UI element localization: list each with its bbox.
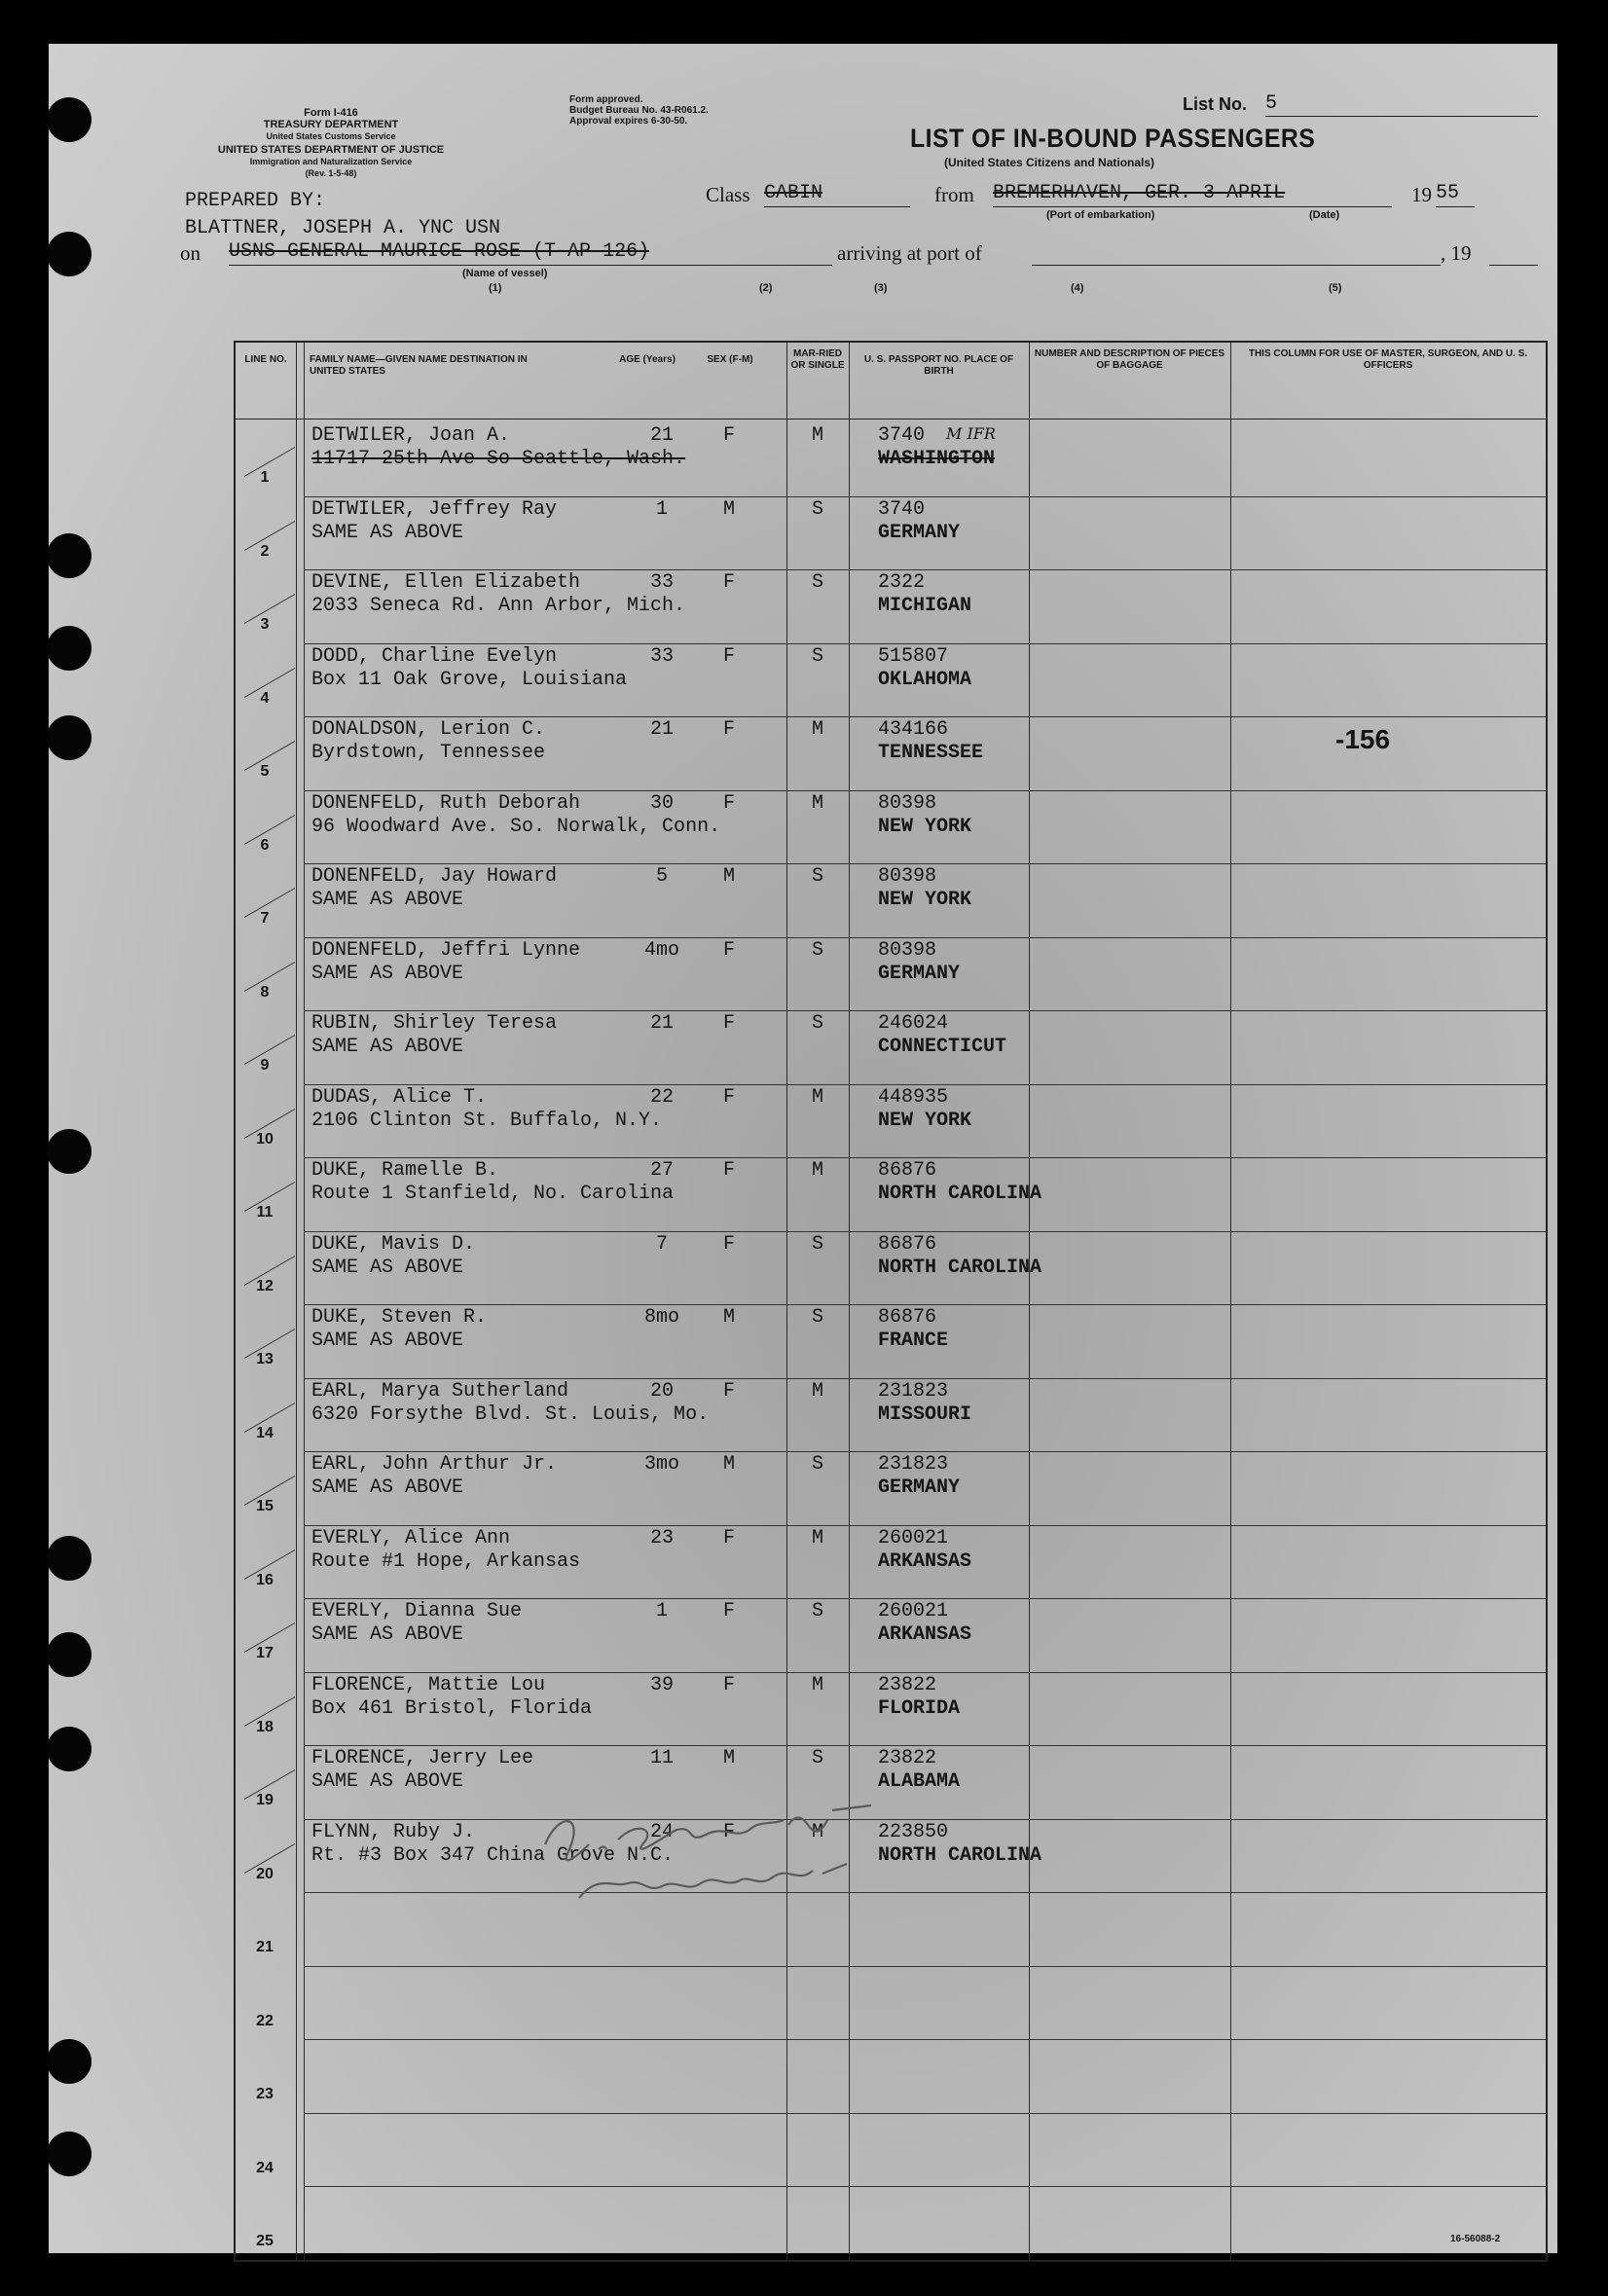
passport-number: 223850	[878, 1820, 949, 1843]
passport-number: 86876	[878, 1232, 937, 1256]
binder-hole	[47, 97, 91, 142]
destination: SAME AS ABOVE	[311, 521, 464, 544]
arriving-year-line	[1489, 240, 1538, 266]
marital-status: S	[811, 865, 823, 888]
vessel-value: USNS GENERAL MAURICE ROSE (T-AP 126)	[229, 240, 832, 266]
place-of-birth: ARKANSAS	[878, 1549, 972, 1573]
binder-hole	[47, 533, 91, 578]
age: 22	[649, 1085, 674, 1109]
passenger-name: DUDAS, Alice T.	[311, 1085, 488, 1109]
passport-number: 80398	[878, 865, 937, 888]
line-number: 19	[256, 1792, 274, 1808]
line-number: 13	[256, 1351, 274, 1367]
arriving-port-value	[1032, 240, 1441, 266]
col-passport: U. S. PASSPORT NO. PLACE OF BIRTH	[863, 354, 1014, 377]
binder-hole	[47, 1129, 91, 1174]
passenger-name: RUBIN, Shirley Teresa	[311, 1012, 558, 1035]
age: 11	[649, 1747, 674, 1769]
row-divider	[304, 2186, 1546, 2187]
age: 7	[655, 1232, 668, 1256]
col-num-1: (1)	[489, 282, 502, 294]
row-divider	[304, 937, 1546, 938]
passenger-name: DUKE, Mavis D.	[311, 1232, 476, 1256]
passport-number: 260021	[878, 1600, 949, 1622]
destination: 96 Woodward Ave. So. Norwalk, Conn.	[311, 815, 721, 838]
line-number: 21	[256, 1939, 274, 1955]
justice-block	[180, 144, 482, 179]
row-divider	[304, 1010, 1546, 1011]
passport-number: 231823	[878, 1453, 949, 1476]
line-number: 5	[260, 763, 270, 780]
passenger-name: DETWILER, Joan A.	[311, 424, 511, 447]
officer-note: -156	[1335, 724, 1391, 754]
line-number: 2	[260, 542, 270, 560]
line-number: 3	[260, 616, 270, 633]
vessel-caption: (Name of vessel)	[462, 268, 548, 279]
line-number: 7	[260, 910, 270, 927]
form-number: Form I-416	[304, 107, 358, 119]
sex: F	[722, 1673, 735, 1696]
passenger-name: DUKE, Ramelle B.	[311, 1159, 499, 1182]
passport-number: 86876	[878, 1159, 937, 1182]
destination: Rt. #3 Box 347 China Grove N.C.	[311, 1843, 675, 1867]
sex: F	[722, 1600, 735, 1622]
passport-number: 80398	[878, 791, 937, 815]
sex: F	[722, 1820, 735, 1843]
sex: M	[722, 865, 735, 888]
sex: M	[722, 1306, 735, 1329]
passenger-name: DODD, Charline Evelyn	[311, 644, 558, 668]
marital-status: M	[811, 1526, 823, 1549]
line-number: 4	[260, 689, 270, 707]
col-line-no: LINE NO.	[244, 354, 287, 365]
class-value: CABIN	[764, 182, 910, 207]
line-number: 12	[256, 1277, 274, 1294]
age: 33	[649, 571, 674, 594]
age: 3mo	[643, 1453, 679, 1476]
marital-status: S	[811, 497, 823, 521]
destination: Box 11 Oak Grove, Louisiana	[311, 668, 628, 691]
place-of-birth: FRANCE	[878, 1330, 949, 1352]
marital-status: S	[811, 1012, 823, 1035]
marital-status: M	[811, 1379, 823, 1403]
passport-number: 448935	[878, 1085, 949, 1109]
sex: F	[722, 1159, 735, 1182]
age: 5	[655, 865, 668, 888]
place-of-birth: GERMANY	[878, 962, 961, 985]
binder-hole	[47, 715, 91, 760]
destination: 6320 Forsythe Blvd. St. Louis, Mo.	[311, 1403, 710, 1426]
sex: F	[722, 571, 735, 594]
place-of-birth: NEW YORK	[878, 1109, 972, 1132]
passport-number: 80398	[878, 938, 937, 962]
revision-label: (Rev. 1-5-48)	[305, 168, 357, 178]
row-divider	[304, 1598, 1546, 1599]
arriving-year: , 19	[1441, 241, 1472, 265]
place-of-birth: TENNESSEE	[878, 742, 984, 764]
line-number: 14	[256, 1424, 274, 1441]
passport-number: 2322	[878, 571, 926, 594]
line-number: 10	[256, 1130, 274, 1148]
passport-number: 260021	[878, 1526, 949, 1549]
sex: F	[722, 938, 735, 962]
form-approved: Form approved.	[569, 94, 643, 105]
sex: F	[722, 791, 735, 815]
list-no-label: List No.	[1183, 94, 1247, 114]
embarkation-value: BREMERHAVEN, GER. 3 APRIL	[993, 182, 1392, 207]
place-of-birth: ALABAMA	[878, 1770, 961, 1793]
binder-hole	[47, 1632, 91, 1677]
row-divider	[304, 496, 1546, 497]
place-of-birth: NORTH CAROLINA	[878, 1843, 1042, 1867]
sex: M	[722, 1747, 735, 1769]
line-number: 11	[256, 1204, 274, 1221]
marital-status: M	[811, 1159, 823, 1182]
footer-code: 16-56088-2	[1450, 2234, 1501, 2244]
place-of-birth: NEW YORK	[878, 889, 972, 911]
ins-label: Immigration and Naturalization Service	[249, 157, 413, 166]
row-divider	[304, 643, 1546, 644]
destination: Byrdstown, Tennessee	[311, 742, 546, 764]
marital-status: S	[811, 1600, 823, 1622]
row-divider	[304, 790, 1546, 791]
arriving-label: arriving at port of	[837, 241, 982, 265]
passport-number: 86876	[878, 1306, 937, 1329]
destination: Route 1 Stanfield, No. Carolina	[311, 1183, 675, 1205]
marital-status: M	[811, 791, 823, 815]
passport-number: 3740	[878, 424, 926, 447]
line-number: 6	[260, 836, 270, 854]
sex: M	[722, 497, 735, 521]
passport-number: 3740	[878, 497, 926, 521]
justice-label: UNITED STATES DEPARTMENT OF JUSTICE	[217, 144, 445, 156]
port-caption: (Port of embarkation)	[1046, 209, 1155, 221]
destination: SAME AS ABOVE	[311, 1623, 464, 1646]
destination: SAME AS ABOVE	[311, 1770, 464, 1793]
marital-status: S	[811, 644, 823, 668]
marital-status: S	[811, 1453, 823, 1476]
col-baggage: NUMBER AND DESCRIPTION OF PIECES OF BAGGAGE	[1034, 348, 1225, 371]
passport-number: 23822	[878, 1673, 937, 1696]
place-of-birth: NORTH CAROLINA	[878, 1256, 1042, 1279]
age: 23	[649, 1526, 674, 1549]
age: 4mo	[643, 938, 679, 962]
page-subtitle: (United States Citizens and Nationals)	[944, 156, 1155, 169]
line-number: 23	[256, 2086, 274, 2102]
passport-number: 434166	[878, 718, 949, 741]
binder-hole	[47, 1727, 91, 1771]
binder-hole	[47, 232, 91, 276]
row-divider	[304, 569, 1546, 570]
place-of-birth: FLORIDA	[878, 1696, 961, 1720]
passenger-name: DUKE, Steven R.	[311, 1306, 488, 1329]
line-number: 25	[256, 2233, 274, 2249]
sex: F	[722, 1085, 735, 1109]
page-title: LIST OF IN-BOUND PASSENGERS	[910, 124, 1316, 153]
passport-number: 246024	[878, 1012, 949, 1035]
age: 30	[649, 791, 674, 815]
sex: F	[722, 718, 735, 741]
col-num-2: (2)	[759, 282, 773, 294]
budget-number: Budget Bureau No. 43-R061.2.	[569, 105, 709, 116]
destination: SAME AS ABOVE	[311, 1330, 464, 1352]
passenger-name: EVERLY, Alice Ann	[311, 1526, 511, 1549]
age: 21	[649, 424, 674, 447]
year-value: 55	[1436, 182, 1475, 207]
col-num-5: (5)	[1329, 282, 1342, 294]
row-divider	[304, 1304, 1546, 1305]
row-divider	[304, 1745, 1546, 1746]
binder-hole	[47, 2039, 91, 2084]
approval-block	[569, 94, 709, 127]
treasury-label: TREASURY DEPARTMENT	[263, 119, 399, 130]
line-number: 15	[256, 1498, 274, 1514]
from-label: from	[934, 183, 974, 206]
col-married: MAR-RIED OR SINGLE	[790, 348, 845, 371]
row-divider	[304, 1451, 1546, 1452]
passenger-name: EARL, John Arthur Jr.	[311, 1453, 558, 1476]
destination: SAME AS ABOVE	[311, 1036, 464, 1058]
col-sex: SEX (F-M)	[707, 354, 753, 365]
marital-status: M	[811, 1820, 823, 1843]
passenger-name: DONENFELD, Jay Howard	[311, 865, 558, 888]
row-divider	[304, 1231, 1546, 1232]
age: 8mo	[643, 1306, 679, 1329]
line-number: 9	[260, 1057, 270, 1074]
passenger-name: DONENFELD, Jeffri Lynne	[311, 938, 581, 962]
col-age: AGE (Years)	[619, 354, 676, 365]
row-divider	[304, 716, 1546, 717]
passenger-name: EVERLY, Dianna Sue	[311, 1600, 523, 1622]
age: 1	[655, 497, 668, 521]
handwritten-note: M IFR	[946, 424, 996, 443]
col-officers: THIS COLUMN FOR USE OF MASTER, SURGEON, AND U. S. OFFICERS	[1248, 348, 1528, 371]
marital-status: M	[811, 1673, 823, 1696]
row-divider	[304, 2113, 1546, 2114]
sex: F	[722, 1232, 735, 1256]
sex: F	[722, 1012, 735, 1035]
line-number: 8	[260, 983, 270, 1001]
sex: F	[722, 1526, 735, 1549]
col-num-4: (4)	[1071, 282, 1084, 294]
place-of-birth: GERMANY	[878, 521, 961, 544]
document-sheet	[49, 44, 1557, 2253]
marital-status: M	[811, 424, 823, 447]
list-no-value: 5	[1265, 92, 1538, 117]
place-of-birth: OKLAHOMA	[878, 668, 972, 691]
sex: F	[722, 424, 735, 447]
line-number: 20	[256, 1865, 274, 1882]
row-divider	[304, 1157, 1546, 1158]
class-label: Class	[706, 183, 750, 206]
passenger-table	[234, 341, 1548, 2262]
place-of-birth: WASHINGTON	[878, 448, 996, 470]
passenger-name: DEVINE, Ellen Elizabeth	[311, 571, 581, 594]
place-of-birth: NORTH CAROLINA	[878, 1183, 1042, 1205]
destination: 11717 25th Ave So Seattle, Wash.	[311, 448, 686, 470]
prepared-by-value: BLATTNER, JOSEPH A. YNC USN	[185, 217, 501, 239]
place-of-birth: GERMANY	[878, 1476, 961, 1499]
age: 20	[649, 1379, 674, 1403]
passenger-name: DONALDSON, Lerion C.	[311, 718, 546, 741]
approval-expires: Approval expires 6-30-50.	[569, 116, 688, 127]
age: 21	[649, 1012, 674, 1035]
passenger-name: DETWILER, Jeffrey Ray	[311, 497, 558, 521]
row-divider	[304, 863, 1546, 864]
destination: SAME AS ABOVE	[311, 889, 464, 911]
age: 33	[649, 644, 674, 668]
destination: Route #1 Hope, Arkansas	[311, 1549, 581, 1573]
sex: F	[722, 644, 735, 668]
passenger-name: FLORENCE, Jerry Lee	[311, 1747, 534, 1769]
passenger-name: DONENFELD, Ruth Deborah	[311, 791, 581, 815]
passenger-name: FLYNN, Ruby J.	[311, 1820, 476, 1843]
marital-status: S	[811, 1747, 823, 1769]
year-prefix: 19	[1411, 183, 1432, 206]
place-of-birth: MICHIGAN	[878, 595, 972, 617]
age: 21	[649, 718, 674, 741]
marital-status: S	[811, 571, 823, 594]
destination: Box 461 Bristol, Florida	[311, 1696, 593, 1720]
line-number: 22	[256, 2012, 274, 2029]
passport-number: 23822	[878, 1747, 937, 1769]
age: 1	[655, 1600, 668, 1622]
marital-status: M	[811, 718, 823, 741]
col-num-3: (3)	[874, 282, 888, 294]
row-divider	[304, 1378, 1546, 1379]
place-of-birth: CONNECTICUT	[878, 1036, 1007, 1058]
age: 27	[649, 1159, 674, 1182]
binder-hole	[47, 2132, 91, 2176]
marital-status: S	[811, 1306, 823, 1329]
row-divider	[304, 1966, 1546, 1967]
line-number: 24	[256, 2159, 274, 2176]
destination: SAME AS ABOVE	[311, 1476, 464, 1499]
binder-hole	[47, 626, 91, 671]
handwritten-signature	[540, 1791, 949, 1927]
on-label: on	[180, 241, 201, 265]
destination: SAME AS ABOVE	[311, 962, 464, 985]
passport-number: 231823	[878, 1379, 949, 1403]
row-divider	[304, 2039, 1546, 2040]
row-divider	[304, 1084, 1546, 1085]
prepared-by-label: PREPARED BY:	[185, 190, 326, 212]
marital-status: M	[811, 1085, 823, 1109]
place-of-birth: NEW YORK	[878, 815, 972, 838]
passport-number: 515807	[878, 644, 949, 668]
age: 39	[649, 1673, 674, 1696]
place-of-birth: ARKANSAS	[878, 1623, 972, 1646]
age: 24	[649, 1820, 674, 1843]
customs-label: United States Customs Service	[266, 131, 396, 141]
passenger-name: FLORENCE, Mattie Lou	[311, 1673, 546, 1696]
destination: SAME AS ABOVE	[311, 1256, 464, 1279]
row-divider	[304, 1525, 1546, 1526]
place-of-birth: MISSOURI	[878, 1403, 972, 1426]
line-number: 18	[256, 1718, 274, 1735]
destination: 2033 Seneca Rd. Ann Arbor, Mich.	[311, 595, 686, 617]
line-number: 17	[256, 1645, 274, 1661]
destination: 2106 Clinton St. Buffalo, N.Y.	[311, 1109, 663, 1132]
binder-hole	[47, 1536, 91, 1581]
row-divider	[304, 1672, 1546, 1673]
sex: F	[722, 1379, 735, 1403]
col-name: FAMILY NAME—GIVEN NAME DESTINATION IN UNITED STATES	[310, 354, 528, 377]
line-number: 1	[260, 469, 270, 486]
date-caption: (Date)	[1309, 209, 1340, 221]
passenger-name: EARL, Marya Sutherland	[311, 1379, 569, 1403]
agency-block	[238, 107, 423, 142]
marital-status: S	[811, 938, 823, 962]
line-number: 16	[256, 1571, 274, 1588]
sex: M	[722, 1453, 735, 1476]
marital-status: S	[811, 1232, 823, 1256]
